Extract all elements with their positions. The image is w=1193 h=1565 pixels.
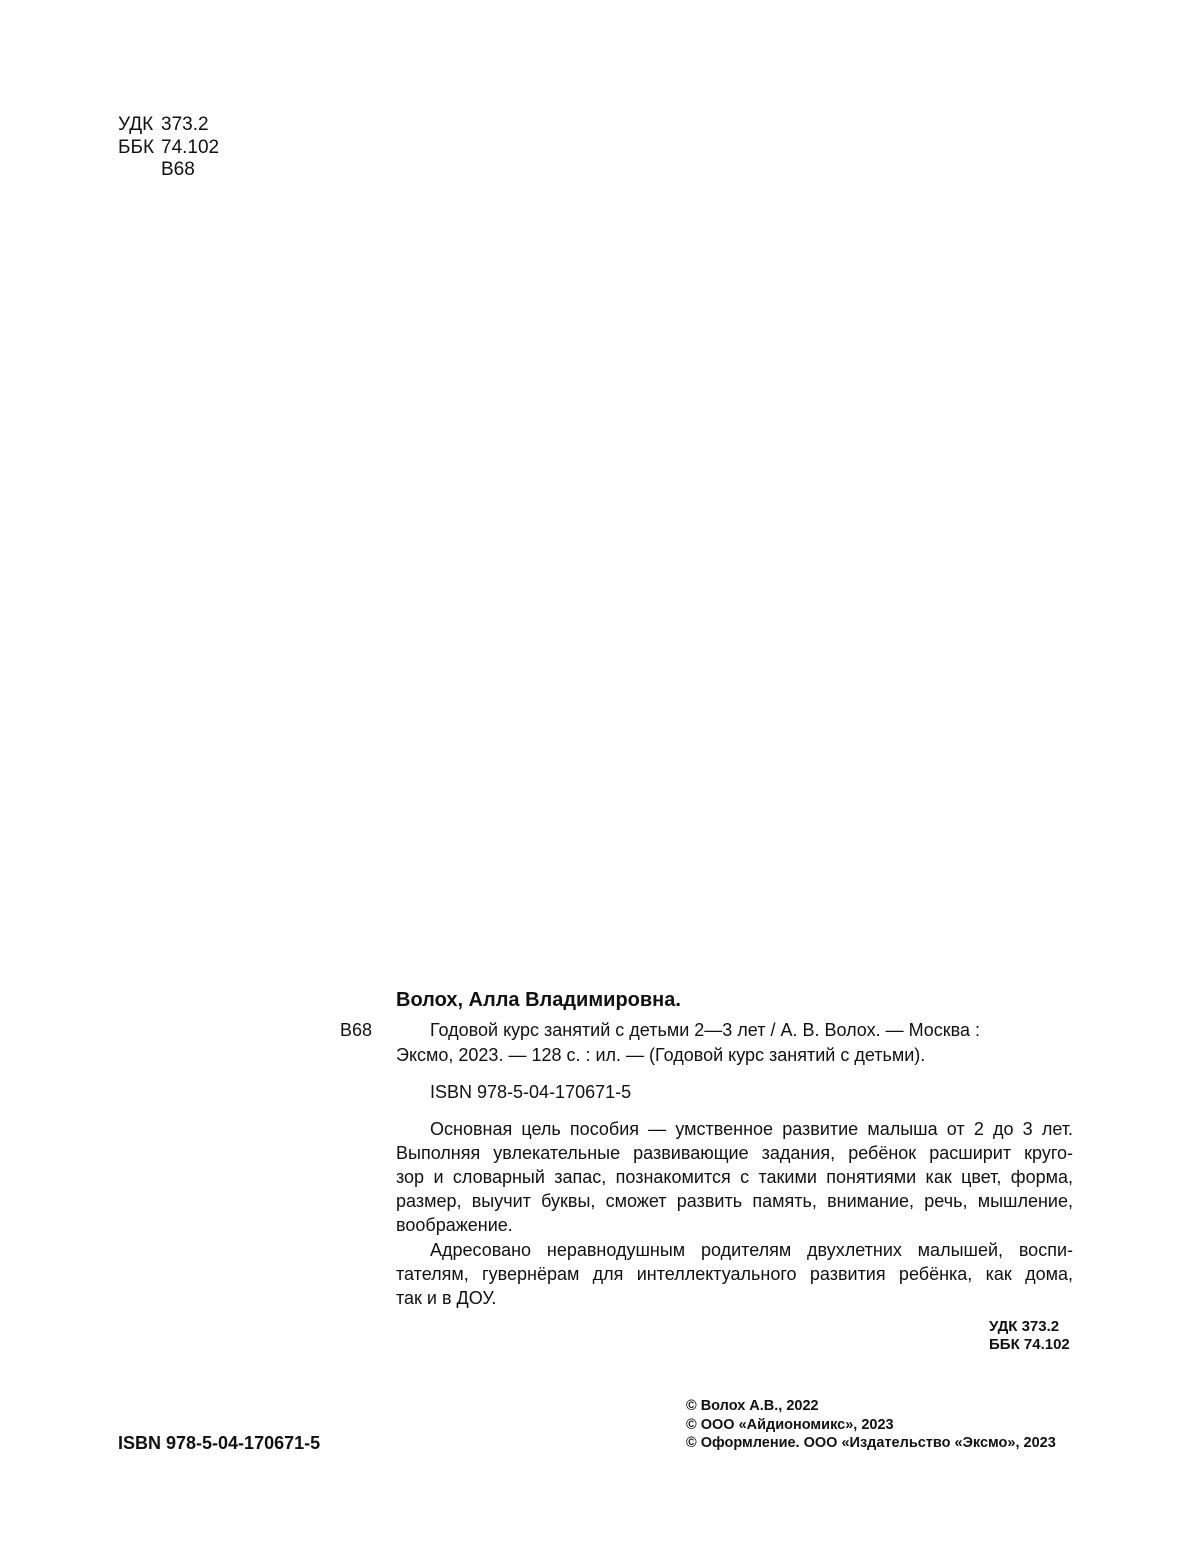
annotation-line: так и в ДОУ. <box>396 1288 497 1308</box>
copyright-line: © ООО «Айдиономикс», 2023 <box>686 1416 894 1433</box>
right-udk: УДК 373.2 <box>989 1318 1060 1335</box>
annotation-line: зор и словарный запас, познакомится с такими понятиями как цвет, форма, <box>396 1167 1073 1187</box>
annotation-line: размер, выучит буквы, сможет развить память, внимание, речь, мышление, <box>396 1191 1073 1211</box>
udk-row <box>118 114 219 137</box>
record-isbn: ISBN 978-5-04-170671-5 <box>430 1082 632 1102</box>
author-heading: Волох, Алла Владимировна. <box>396 989 681 1011</box>
annotation-line: воображение. <box>396 1215 513 1235</box>
record-author-mark: В68 <box>340 1020 373 1040</box>
top-author-mark: В68 <box>161 159 195 180</box>
udk-value: 373.2 <box>161 114 209 135</box>
copyright-block <box>686 1397 1056 1453</box>
annotation-line: Основная цель пособия — умственное развитие малыша от 2 до 3 лет. <box>430 1119 1073 1139</box>
bbk-value: 74.102 <box>161 136 220 158</box>
description-line: Годовой курс занятий с детьми 2—3 лет / А. В. Волох. — Москва : <box>430 1020 981 1040</box>
bbk-row <box>118 137 219 160</box>
annotation-line: Выполняя увлекательные развивающие задания, ребёнок расширит круго- <box>396 1143 1073 1163</box>
annotation-line: Адресовано неравнодушным родителям двухлетних малышей, воспи- <box>430 1240 1073 1260</box>
right-bbk: ББК 74.102 <box>989 1336 1070 1353</box>
copyright-line: © Волох А.В., 2022 <box>686 1398 819 1414</box>
copyright-line: © Оформление. ООО «Издательство «Эксмо», 2023 <box>686 1435 1056 1451</box>
bottom-isbn: ISBN 978-5-04-170671-5 <box>118 1433 321 1453</box>
right-classification-codes <box>989 1318 1070 1354</box>
annotation-line: тателям, гувернёрам для интеллектуального развития ребёнка, как дома, <box>396 1264 1073 1284</box>
udk-label: УДК <box>118 114 154 135</box>
description-line: Эксмо, 2023. — 128 с. : ил. — (Годовой курс занятий с детьми). <box>396 1045 926 1065</box>
top-classification-codes <box>118 114 219 182</box>
author-mark-row <box>118 159 219 182</box>
author-mark-spacer <box>118 159 161 182</box>
bbk-label: ББК <box>118 136 155 158</box>
